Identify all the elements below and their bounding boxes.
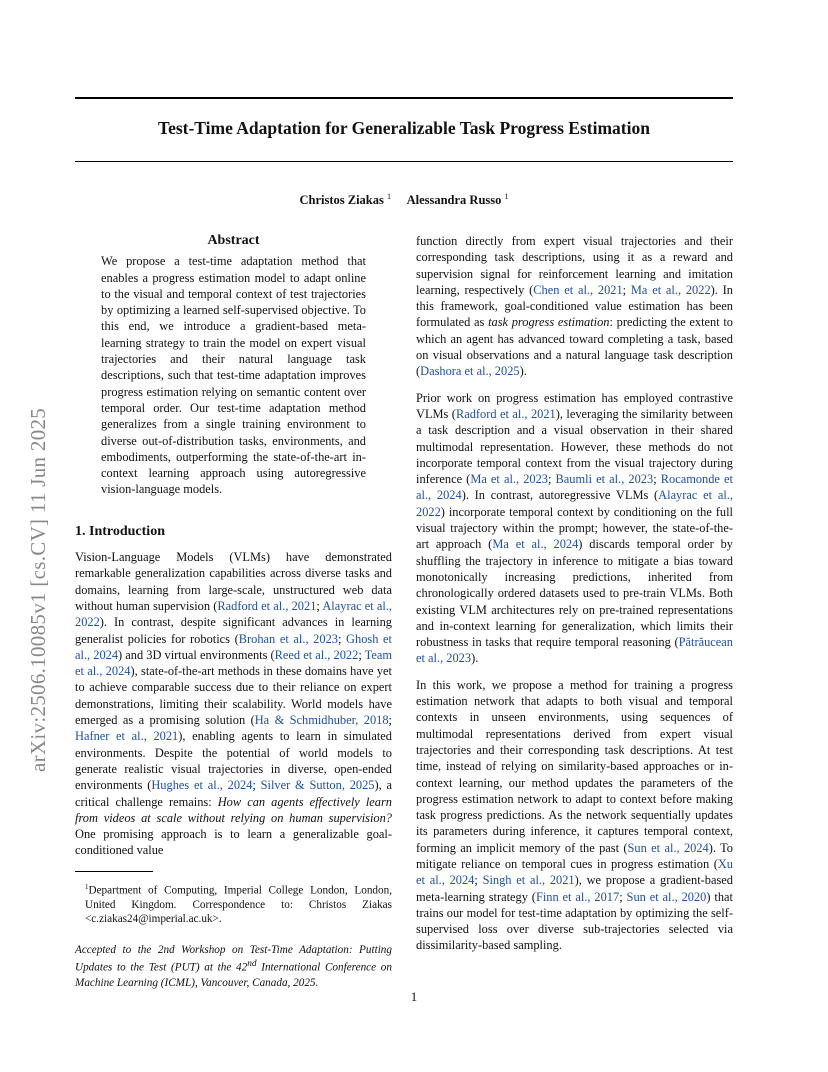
right-column [416, 233, 733, 964]
paragraph: Vision-Language Models (VLMs) have demonstrated remarkable generalization capabilities across diverse tasks and domains, learning from large-scale, unstructured web data without human supervision (Radford et al., 2021; Alayrac et al., 2022). In contrast, despite significant advances in learning generalist policies for robotics (Brohan et al., 2023; Ghosh et al., 2024) and 3D virtual environments (Reed et al., 2022; Team et al., 2024), state-of-the-art methods in these domains have yet to achieve comparable success due to their reliance on expert demonstrations, limiting their scalability. World models have emerged as a promising solution (Ha & Schmidhuber, 2018; Hafner et al., 2021), enabling agents to learn in simulated environments. Despite the potential of world models to generate realistic visual trajectories in diverse, open-ended environments (Hughes et al., 2024; Silver & Sutton, 2025), a critical challenge remains: How can agents effectively learn from videos at scale without relying on human supervision? One promising approach is to learn a generalizable goal-conditioned value [75, 550, 393, 858]
abstract-text: We propose a test-time adaptation method that enables a progress estimation model to adapt online to the visual and temporal context of test trajectories by optimizing a learned self-supervised objective. To this end, we introduce a gradient-based meta-learning strategy to train the model on expert visual trajectories and their natural language task descriptions, such that test-time adaptation improves progress estimation relying on semantic content over temporal order. Our test-time adaptation method generalizes from a single training environment to diverse out-of-distribution tasks, environments, and embodiments, outperforming the state-of-the-art in-context learning approach using autoregressive vision-language models. [101, 254, 366, 497]
title-rule-top [75, 97, 733, 99]
citation-link[interactable]: Dashora et al., 2025 [420, 364, 520, 379]
citation-link[interactable]: Ma et al., 2023 [470, 472, 548, 487]
citation-link[interactable]: Hughes et al., 2024 [151, 778, 253, 793]
citation-link[interactable]: Ma et al., 2024 [492, 537, 579, 552]
citation-link[interactable]: Ma et al., 2022 [630, 282, 711, 297]
citation-link[interactable]: Radford et al., 2021 [217, 598, 317, 613]
acceptance-note: Accepted to the 2nd Workshop on Test-Time Adaptation: Putting Updates to the Test (PUT) at the 42nd International Conference on Machine Learning (ICML), Vancouver, Canada, 2025. [75, 943, 392, 989]
page-number: 1 [410, 990, 418, 1004]
author-name: Christos Ziakas [299, 193, 384, 208]
affiliation-mark: 1 [504, 192, 509, 201]
citation-link[interactable]: Sun et al., 2020 [626, 889, 707, 904]
author-line [75, 192, 733, 208]
citation-link[interactable]: Team et al., 2024 [75, 647, 392, 679]
citation-link[interactable]: Chen et al., 2021 [533, 282, 623, 297]
paragraph: function directly from expert visual trajectories and their corresponding task descriptions, using it as a reward and supervision signal for reinforcement learning and imitation learning, respectively (Chen et al., 2021; Ma et al., 2022). In this framework, goal-conditioned value estimation has been formulated as task progress estimation: predicting the extent to which an agent has advanced toward completing a task, based on visual observations and a natural language task description (Dashora et al., 2025). [416, 234, 733, 379]
citation-link[interactable]: Silver & Sutton, 2025 [260, 778, 375, 793]
citation-link[interactable]: Hafner et al., 2021 [75, 729, 179, 744]
title-rule-bottom [75, 161, 733, 162]
author-name: Alessandra Russo [406, 193, 502, 208]
citation-link[interactable]: Xu et al., 2024 [416, 856, 733, 888]
paragraph: In this work, we propose a method for training a progress estimation network that adapts to both visual and temporal contexts in unseen environments, using sequences of multimodal representations derived from expert visual trajectories and their corresponding task descriptions. At test time, instead of relying on similarity-based approaches or in-context learning, our method updates the parameters of the progress estimation network to adapt to context before making task progress predictions. As the network sequentially updates its parameters during inference, it captures temporal context, forming an implicit memory of the past (Sun et al., 2024). To mitigate reliance on temporal cues in progress estimation (Xu et al., 2024; Singh et al., 2021), we propose a gradient-based meta-learning strategy (Finn et al., 2017; Sun et al., 2020) that trains our model for test-time adaptation by optimizing the self-supervised loss over diverse sub-trajectories selected via dissimilarity-based sampling. [416, 677, 734, 953]
citation-link[interactable]: Singh et al., 2021 [482, 873, 575, 888]
citation-link[interactable]: Brohan et al., 2023 [238, 631, 338, 646]
citation-link[interactable]: Alayrac et al., 2022 [416, 488, 733, 519]
citation-link[interactable]: Radford et al., 2021 [455, 406, 556, 421]
left-column [75, 233, 392, 991]
abstract-heading: Abstract [207, 233, 260, 248]
citation-link[interactable]: Finn et al., 2017 [535, 889, 620, 904]
citation-link[interactable]: Pătrăucean et al., 2023 [416, 635, 733, 666]
paragraph: Prior work on progress estimation has employed contrastive VLMs (Radford et al., 2021), leveraging the similarity between a task description and a visual observation in their shared multimodal representation. However, these methods do not incorporate temporal context from the visual trajectory during inference (Ma et al., 2023; Baumli et al., 2023; Rocamonde et al., 2024). In contrast, autoregressive VLMs (Alayrac et al., 2022) incorporate temporal context by conditioning on the full visual trajectory within the prompt; however, the state-of-the-art approach (Ma et al., 2024) discards temporal order by shuffling the trajectory in inference to mitigate a bias toward monotonically increasing predictions, inherited from chronologically ordered datasets used to pre-train VLMs. Both existing VLM architectures rely on pre-trained representations and in-context learning for generalization, which limits their robustness in tasks that require temporal reasoning (Pătrăucean et al., 2023). [416, 390, 734, 666]
citation-link[interactable]: Rocamonde et al., 2024 [416, 472, 733, 503]
footnote-mark: 1 [85, 882, 89, 891]
section-heading: 1. Introduction [75, 523, 165, 539]
citation-link[interactable]: Ha & Schmidhuber, 2018 [254, 713, 389, 728]
arxiv-sidebar-stamp: arXiv:2506.10085v1 [cs.CV] 11 Jun 2025 [26, 407, 50, 772]
footnote: $^1$Department of Computing, Imperial College London, London, United Kingdom. Correspondence to: Christos Ziakas <c.ziakas24@imperial.ac.uk>. [85, 882, 392, 926]
affiliation-mark: 1 [387, 192, 392, 201]
citation-link[interactable]: Ghosh et al., 2024 [75, 631, 392, 662]
footnote-rule [75, 871, 153, 872]
citation-link[interactable]: Reed et al., 2022 [274, 647, 359, 662]
citation-link[interactable]: Baumli et al., 2023 [555, 472, 654, 487]
citation-link[interactable]: Alayrac et al., 2022 [75, 598, 393, 630]
paper-title: Test-Time Adaptation for Generalizable Task Progress Estimation [158, 118, 650, 138]
citation-link[interactable]: Sun et al., 2024 [627, 840, 709, 855]
